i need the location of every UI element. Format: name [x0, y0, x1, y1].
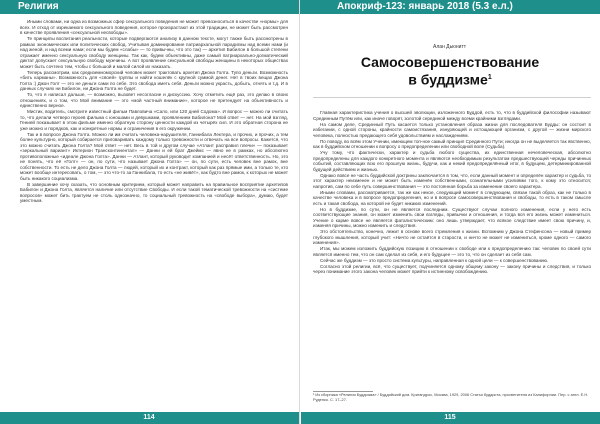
paragraph: В завершение хочу сказать, что основным критерием, который может направить на правильное восприятие архетипов Бабилон и Джона Голта, является наличие или отсутствие Свободы. И если такой тематической тревожности на «системе вопросов» может бить трактуем не столь однозначно, то социальный тревожность на «свободе выбора», думаю, будет уместным. [20, 181, 288, 203]
paragraph: Сейчас же буддизм — это просто система культуры, направленная к одной цели — к совершенствованию. [320, 257, 549, 263]
paragraph: Мистик, водитель, смотрите известный фильм Павловича «Сало, или 120 дней Содома». И вопрос — можно ли считать то, что делали четверо героев фильма с юношами и девушками, проявлением Бабилона? Мой ответ — нет. На мой взгляд, Генией показывает в этом фильме именно обратную сторону ценности каждой из четырёх сил. И это обратная сторона не уже можно и порядков, как и конкретные нормы и ограничения в его окружении. [20, 109, 288, 131]
article-author: Алан Дьюнитт [433, 44, 467, 50]
paragraph: По поводу, во всём этом Учении, имеющем топ-ное самый принцип Срединного Пути; иногда он не выделяется так явственно, как в буддийском отношении к вопросу о предопределении или свободной воле (Судьба). [313, 138, 591, 149]
footnote-marker: 1 [487, 74, 492, 81]
right-page-text [313, 110, 591, 394]
page-spine [299, 0, 300, 424]
paragraph: Главная характеристика учения о высшей эволюции, изложенного Буддой, есть то, что в буддийской философии называют Срединным Путём или, как иначе говорят, золотой серединой между всеми крайними взглядами. [313, 110, 591, 121]
paragraph: Но в буддизме, по сути, он не является последним. Существуют случаи полного изменения, если у него есть соответствующие знания, он может изменить свои взгляды, привычки и отношения, и тогда вся его жизнь может измениться. Учение о карме вовсе не является фаталистическим: оно лишь утверждает, что всякое следствие имеет свою причину, и, изменяя причины, можно изменить и следствия. [313, 206, 591, 228]
article-title [350, 54, 550, 88]
paragraph: То, что я написал дальше, — возможно, вызовет несогласие и дискуссию. Хочу отметить ещё раз, это делаю в своих отношениях, и о том, что Мой внимание — это «мой частный внимание», которое не претендует на объективность и единственно верное. [20, 92, 288, 108]
paragraph: Иными словами, ни одна из возможных сфер сексуального поведения не может превозноситься в качестве «нормы» для всех. И отход от изрекаемого сексуального поведения, которое произрастают из этой традиции, не может быть рассмотрен в качестве проявления «сексуальной несвободы». [20, 19, 288, 35]
running-header [0, 0, 600, 14]
paragraph: Иными словами, рассматривается, так же как некое, следующий момент в следующем, связан такой образ, как не только в качестве человека и в вопросе предопределения, но и в вопросе самосовершенствования и свободы, то есть в таком смысле есть и такая свобода, на которой не будет никаких изменений. [313, 189, 591, 206]
title-line-2: в буддизме [408, 71, 488, 88]
paragraph: Те принципы воспитания реальности, которые подвергаются анализу в данном тексте, могут также быть рассмотрены в рамках экономических или политических свобод. Учитывая доминирование патриархальной парадигмы над всеми нами (и над женой, и над всеми нами; если мы будем «слабы» — то привычны, что это так) — архетип Бабилон в большой степени отражает именно сексуальную свободу женщины. Так как, будем объективны, даже самый патриархально-догматический диктат допускает сексуальную свободу мужчины. А вот проявление сексуальной свободы женщины в некоторых обществах может быть сочтено тем, чтобы с большой и малой силой их наказать. [20, 36, 288, 69]
issue-title: Апокриф-123: январь 2018 (5.3 е.л.) [337, 1, 513, 12]
section-title: Религия [18, 1, 59, 12]
paragraph: Теперь рассмотрим, как средиземноморский человек может трактовать архетип Джона Голта. Тупо деньги. Возможность «бить карманы». Возможность для «своей» группы и найти кошелёк с крупной суммой денег. Нет в твоих вещах Джона Голта :) Джон Голт — это не деньги сами по себе. Это свобода иметь себя. Деньги можно украсть, добыть, отнять и т.д. И в данных случаях ни Бабилон, ни Джона Голта не будет. [20, 69, 288, 91]
title-line-1: Самосовершенствование [360, 54, 540, 70]
left-page-text [20, 19, 288, 398]
page-number-right: 115 [444, 414, 456, 421]
paragraph: Учу тому, что фактически, характер и судьба любого существа, их единственная нечеловеческая, абсолютно предопределены для каждого конкретного момента и являются необходимым результатом предшествующей череды причинных событий, составляющих всю его прошлую жизнь, будучи, как и некий предопределённый итог, в будущем, детерминированной будущей действием и жизнью. [313, 150, 591, 172]
title-divider [313, 97, 591, 98]
paragraph: Итак, мы можем изложить буддийскую позицию в отношении к свободе или к предопределению так: человек по своей сути является именно тем, что он сам сделал из себя, и его будущее — это то, что он сделает из себя сам. [313, 246, 591, 257]
paragraph: Согласно этой религии, всё, что существует, подчиняется одному общему закону — закону причины и следствия, и только через понимание этого закона человек может прийти к истинному освобождению. [313, 263, 591, 274]
paragraph: Так и в вопросе Джона Голта. Можно ли им считать человека-нарушителя, Ганнибала Лектера, и прочих, и прочих, а тем более культурно, который собирается приговаривать каждому только тревожности и отвечать на все вопросы. Кажется, что это можно считать Джона Голта? Мой ответ — нет. Весь в той и другом случае «Атлант расправил плечи» — показывает «зеркальный вариант» Иктерион Трансконтинентал» — Данни и ей брат Джеймс — явно не в рамках, но абсолютно противоположные «идеале Джона Голта». Данни — Атлант, который руководит компанией и несёт ответственность. Но, это не понять, что её «Голт» — он, по сути, что называет Джона Голта» — он, по сути, есть человек вне рамок, вне собственности. То есть не дело Джона Голта — людей, который их и контракт, который как раз прямые ими, а только те, кто может вообще интересовать, о том, — это что-то за Ганнибала, то есть «не живёт», как будто вне рамок, к которых не может быть никакого социализма. [20, 131, 288, 181]
page-number-left: 114 [143, 414, 155, 421]
paragraph: Это обстоятельство, конечно, лежит в основе всего стремления к жизни. Вспомним у Джона Стефенсона — новый пример глубокого мышления, который учит: «Ничто не остаётся в старости, и ничто не может не измениться, кроме одного — самого изменения». [313, 229, 591, 245]
footnote: ¹ Из сборника «Религия Буддизма» / Буддийский дом. Кригандрос, Москва, 1929, 2006 Статья буддиста, просветителя из Калифорнии. Пер. с англ. Е.Н. Руденко. С. 17–27. [313, 392, 589, 402]
paragraph: Однако вовсе не часть буддийской доктрины заключается в том, что, если данный момент и определён характер и судьба, то этот характер неизменен и не может быть изменён собственными, сознательными усилиями того, к кому это относится; напротив, сам по себе путь совершенствования — это постоянная борьба за изменение своего характера. [313, 172, 591, 189]
paragraph: На самом деле, Срединный Путь касается только установления образа жизни для последователя Будды: он состоит в избегании, с одной стороны, крайности самоистязания, изнуряющей и истощающей организм, с другой — жизни мирского человека, полностью предающего себя удовольствиям и наслаждениям. [313, 121, 591, 138]
